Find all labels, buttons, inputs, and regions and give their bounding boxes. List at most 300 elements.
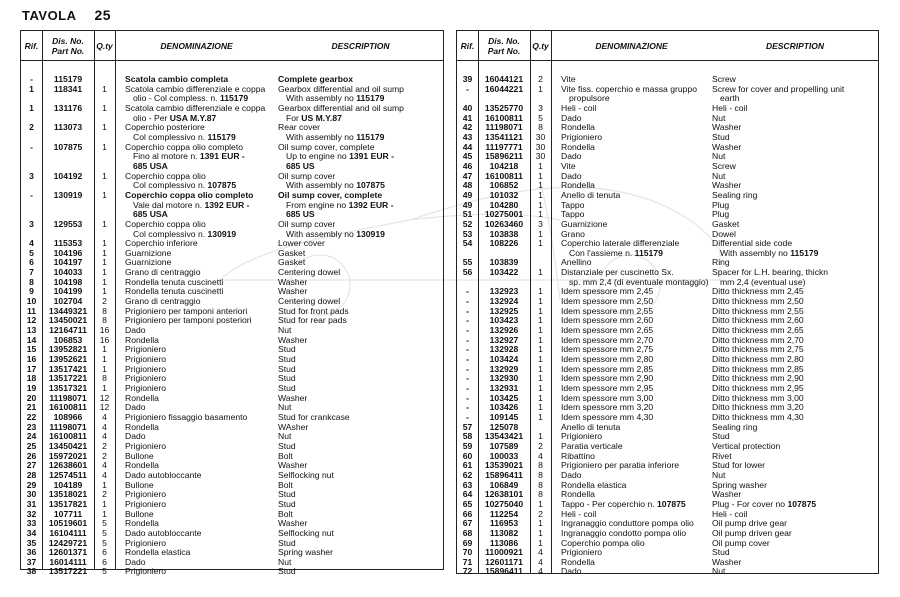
description-text <box>278 500 443 510</box>
text-line: Bolt <box>278 508 293 519</box>
quantity: 5 <box>102 527 107 538</box>
ref-number: 5 <box>29 247 34 258</box>
ref-number: 32 <box>26 508 37 519</box>
denominazione-text <box>115 220 278 239</box>
text-line: Stud <box>278 363 296 374</box>
description-text <box>278 172 443 191</box>
quantity: 6 <box>102 556 107 567</box>
denominazione-text <box>115 123 278 142</box>
text-line: Anello di tenuta <box>561 421 621 432</box>
description-text <box>278 442 443 452</box>
table-row <box>457 432 878 442</box>
text-line: Heli - coil <box>712 102 748 113</box>
ref-number: 65 <box>462 498 473 509</box>
part-number: 13952821 <box>48 344 88 355</box>
text-line: Rondella <box>125 421 159 432</box>
text-line: Ditto thickness mm 2,85 <box>712 363 804 374</box>
text-line: Vale dal motore n. 1392 EUR - <box>133 199 250 210</box>
denominazione-text <box>551 567 712 577</box>
text-line: Ingranaggio condotto pompa olio <box>561 527 687 538</box>
ref-number: - <box>466 373 469 384</box>
ref-number: 72 <box>462 566 473 577</box>
text-line: Idem spessore mm 2,95 <box>561 383 654 393</box>
ref-number: 34 <box>26 527 37 538</box>
ref-number: 68 <box>462 527 473 538</box>
part-number: 116953 <box>489 518 519 529</box>
text-line: Dado <box>125 556 146 567</box>
header-denominazione: DENOMINAZIONE <box>595 40 668 51</box>
quantity: 1 <box>538 411 543 422</box>
ref-number: 3 <box>29 218 34 229</box>
text-line: Ribattino <box>561 450 595 461</box>
table-row <box>21 104 443 123</box>
text-line: Heli - coil <box>561 508 597 519</box>
header-qty: Q.ty <box>96 40 113 51</box>
part-number: 106853 <box>53 334 83 345</box>
quantity: 4 <box>538 547 543 558</box>
text-line: Grano <box>561 228 585 239</box>
text-line: Bullone <box>125 479 154 490</box>
text-line: Idem spessore mm 3,20 <box>561 402 654 413</box>
text-line: Plug <box>712 199 730 210</box>
ref-number: - <box>30 189 33 200</box>
text-line: Prigioniero <box>125 440 167 451</box>
text-line: Rear cover <box>278 122 321 133</box>
text-line: Screw <box>712 74 736 84</box>
part-number: 13450021 <box>48 315 88 326</box>
quantity: 2 <box>102 450 107 461</box>
header-denominazione: DENOMINAZIONE <box>160 40 233 51</box>
ref-number: 43 <box>462 131 473 142</box>
ref-number: 66 <box>462 508 473 519</box>
text-line: sp. mm 2,4 (di eventuale montaggio) <box>569 276 709 287</box>
quantity: 8 <box>102 373 107 384</box>
description-text <box>278 143 443 172</box>
ref-number: 3 <box>29 170 34 181</box>
quantity: 1 <box>538 392 543 403</box>
description-text <box>278 220 443 239</box>
quantity: 1 <box>538 344 543 355</box>
text-line: Heli - coil <box>712 508 748 519</box>
quantity: 1 <box>538 363 543 374</box>
quantity: 1 <box>538 238 543 249</box>
table-row <box>457 239 878 258</box>
quantity: 4 <box>102 411 107 422</box>
part-number: 107589 <box>489 440 519 451</box>
part-number: 132926 <box>489 325 519 336</box>
text-line: Anellino <box>561 257 592 268</box>
part-number: 11197771 <box>485 141 523 152</box>
text-line: Coperchio coppa olio completo <box>125 141 243 152</box>
text-line: Rondella <box>125 392 159 403</box>
denominazione-text <box>551 268 712 287</box>
quantity: 1 <box>538 334 543 345</box>
text-line: Rivet <box>712 450 732 461</box>
title-label: TAVOLA <box>22 8 77 23</box>
quantity: 1 <box>102 276 107 287</box>
ref-number: 14 <box>26 334 37 345</box>
quantity: 1 <box>538 199 543 210</box>
ref-number: - <box>466 296 469 307</box>
text-line: With assembly no 115179 <box>720 247 819 258</box>
header-rif: Rif. <box>460 40 475 51</box>
description-text <box>712 123 878 133</box>
text-line: Sealing ring <box>712 189 758 200</box>
quantity: 1 <box>538 527 543 538</box>
text-line: Stud <box>278 489 296 500</box>
text-line: Spacer for L.H. bearing, thickn <box>712 267 829 278</box>
text-line: Coperchio inferiore <box>125 238 198 249</box>
text-line: Dado <box>561 170 582 181</box>
description-text <box>712 104 878 114</box>
text-line: Ditto thickness mm 2,65 <box>712 325 804 336</box>
text-line: Gasket <box>712 218 740 229</box>
quantity: 1 <box>538 160 543 171</box>
text-line: Stud <box>278 383 296 393</box>
text-line: Rondella tenuta cuscinetti <box>125 276 224 287</box>
ref-number: 52 <box>462 218 473 229</box>
header-description: DESCRIPTION <box>331 40 390 51</box>
text-line: Nut <box>712 566 726 577</box>
ref-number: 45 <box>462 151 473 162</box>
quantity: 2 <box>538 440 543 451</box>
quantity: 2 <box>102 296 107 307</box>
ref-number: 21 <box>26 402 37 413</box>
quantity: 1 <box>538 170 543 181</box>
text-line: Vertical protection <box>712 440 781 451</box>
part-number: 103424 <box>489 354 519 365</box>
ref-number: 10 <box>26 296 37 307</box>
header-part-no-label: Part No. <box>487 45 521 56</box>
description-text <box>278 365 443 375</box>
text-line: Prigioniero <box>125 344 167 355</box>
part-number: 104033 <box>53 267 83 278</box>
table-row <box>21 239 443 249</box>
text-line: Idem spessore mm 2,60 <box>561 315 654 326</box>
part-number: 102704 <box>53 296 83 307</box>
text-line: Prigioniero <box>125 498 167 509</box>
ref-number: 67 <box>462 518 473 529</box>
ref-number: 37 <box>26 556 37 567</box>
part-number: 16100811 <box>49 431 87 442</box>
text-line: Rondella <box>125 518 159 529</box>
text-line: Dado <box>125 431 146 442</box>
part-number: 118341 <box>53 83 83 94</box>
part-number: 108966 <box>53 411 83 422</box>
ref-number: - <box>466 411 469 422</box>
text-line: Ditto thickness mm 3,20 <box>712 402 804 413</box>
ref-number: 40 <box>462 102 473 113</box>
text-line: With assembly no 107875 <box>286 180 385 191</box>
part-number: 130919 <box>53 189 83 200</box>
part-number: 11198071 <box>485 122 523 133</box>
ref-number: 6 <box>29 257 34 268</box>
ref-number: - <box>466 354 469 365</box>
quantity: 1 <box>102 122 107 133</box>
part-number: 104198 <box>53 276 83 287</box>
description-text <box>712 143 878 153</box>
table-row <box>457 471 878 481</box>
text-line: Col complessivo n. 115179 <box>133 131 236 142</box>
ref-number: 13 <box>26 325 37 336</box>
ref-number: 25 <box>26 440 37 451</box>
table-row <box>457 191 878 201</box>
text-line: Lower cover <box>278 238 325 249</box>
ref-number: - <box>466 315 469 326</box>
text-line: Dado <box>561 469 582 480</box>
ref-number: - <box>466 344 469 355</box>
table-row <box>21 567 443 577</box>
quantity: 1 <box>102 498 107 509</box>
part-number: 132923 <box>489 286 519 297</box>
table-row <box>21 143 443 172</box>
part-number: 12601371 <box>48 547 88 558</box>
quantity: 1 <box>538 383 543 393</box>
part-number: 132927 <box>489 334 519 345</box>
part-number: 132931 <box>489 383 519 393</box>
quantity: 4 <box>102 421 107 432</box>
text-line: Ditto thickness mm 2,55 <box>712 305 804 316</box>
ref-number: - <box>466 286 469 297</box>
part-number: 107711 <box>53 508 83 519</box>
quantity: 8 <box>538 489 543 500</box>
quantity: 1 <box>538 518 543 529</box>
part-number: 13952621 <box>48 354 88 365</box>
part-number: 132928 <box>489 344 519 355</box>
ref-number: 20 <box>26 392 37 403</box>
text-line: Tappo <box>561 199 585 210</box>
table-row <box>457 403 878 413</box>
quantity: 8 <box>102 305 107 316</box>
header-dis-no: Dis. No. <box>52 35 84 46</box>
text-line: Rondella elastica <box>561 479 627 490</box>
quantity: 1 <box>102 363 107 374</box>
text-line: Washer <box>278 518 308 529</box>
text-line: Tappo - Per coperchio n. 107875 <box>561 498 686 509</box>
header-part-no <box>478 31 530 60</box>
text-line: Screw <box>712 160 736 171</box>
ref-number: 18 <box>26 373 37 384</box>
text-line: Dado <box>561 112 582 123</box>
quantity: 1 <box>102 286 107 297</box>
text-line: Stud <box>712 547 730 558</box>
text-line: Coperchio laterale differenziale <box>561 238 680 249</box>
denominazione-text <box>115 85 278 104</box>
text-line: Prigioniero <box>125 363 167 374</box>
part-number: 12429721 <box>48 537 88 548</box>
ref-number: 61 <box>462 460 473 471</box>
quantity: 12 <box>99 392 110 403</box>
text-line: Prigioniero <box>125 566 167 577</box>
text-line: Washer <box>278 276 308 287</box>
quantity: 2 <box>538 74 543 84</box>
description-text <box>712 239 878 258</box>
part-number: 16100811 <box>485 170 523 181</box>
quantity: 6 <box>102 547 107 558</box>
ref-number: - <box>30 141 33 152</box>
denominazione-text <box>115 191 278 220</box>
part-number: 132924 <box>489 296 519 307</box>
description-text <box>712 191 878 201</box>
quantity: 1 <box>538 267 543 278</box>
text-line: Stud <box>278 440 296 451</box>
text-line: Washer <box>712 489 742 500</box>
text-line: With assembly no 115179 <box>286 93 385 104</box>
header-dis-no: Dis. No. <box>488 35 520 46</box>
ref-number: - <box>30 74 33 84</box>
part-number: 113073 <box>53 122 83 133</box>
text-line: Tappo <box>561 209 585 220</box>
text-line: Vite <box>561 74 576 84</box>
quantity: 8 <box>538 122 543 133</box>
ref-number: 38 <box>26 566 37 577</box>
quantity: 1 <box>538 373 543 384</box>
text-line: Prigioniero <box>125 373 167 384</box>
text-line: Washer <box>712 180 742 191</box>
text-line: Guarnizione <box>125 247 172 258</box>
ref-number: 48 <box>462 180 473 191</box>
text-line: Selflocking nut <box>278 469 334 480</box>
ref-number: 53 <box>462 228 473 239</box>
table-row <box>21 326 443 336</box>
text-line: Stud <box>278 566 296 577</box>
table-row <box>457 326 878 336</box>
text-line: Coperchio posteriore <box>125 122 205 133</box>
text-line: Col complessivo n. 107875 <box>133 180 237 191</box>
text-line: Dado <box>125 325 146 336</box>
table-row <box>457 297 878 307</box>
quantity: 1 <box>102 267 107 278</box>
text-line: Coperchio coppa olio <box>125 218 206 229</box>
table-row <box>21 249 443 259</box>
table-row <box>21 85 443 104</box>
text-line: Ditto thickness mm 2,75 <box>712 344 804 355</box>
quantity: 1 <box>102 189 107 200</box>
quantity: 2 <box>102 489 107 500</box>
part-number: 11000921 <box>485 547 523 558</box>
quantity: 1 <box>102 238 107 249</box>
quantity: 1 <box>102 218 107 229</box>
table-row <box>21 123 443 142</box>
part-number: 115353 <box>53 238 83 249</box>
description-text <box>278 345 443 355</box>
part-number: 112254 <box>489 508 519 519</box>
part-number: 13517221 <box>48 566 88 577</box>
quantity: 4 <box>102 431 107 442</box>
description-text <box>712 152 878 162</box>
part-number: 103425 <box>489 392 519 403</box>
ref-number: 63 <box>462 479 473 490</box>
text-line: Heli - coil <box>561 102 597 113</box>
part-number: 131176 <box>53 102 83 113</box>
ref-number: 1 <box>29 83 34 94</box>
part-number: 16100811 <box>49 402 87 413</box>
description-text <box>278 85 443 104</box>
quantity: 1 <box>538 325 543 336</box>
text-line: Gearbox differential and oil sump <box>278 83 404 94</box>
part-number: 10275040 <box>484 498 524 509</box>
quantity: 5 <box>102 518 107 529</box>
table-row <box>457 85 878 104</box>
table-row <box>457 442 878 452</box>
ref-number: 8 <box>29 276 34 287</box>
text-line: Prigioniero <box>125 383 167 393</box>
text-line: Coperchio coppa olio <box>125 170 206 181</box>
text-line: Rondella <box>561 122 595 133</box>
part-number: 13543421 <box>484 431 524 442</box>
denominazione-text <box>115 567 278 577</box>
part-number: 101032 <box>489 189 519 200</box>
ref-number: 16 <box>26 354 37 365</box>
text-line: From engine no 1392 EUR - <box>286 199 394 210</box>
quantity: 16 <box>99 334 110 345</box>
description-text <box>278 374 443 384</box>
table-row <box>21 500 443 510</box>
description-text <box>278 471 443 481</box>
text-line: Rondella tenuta cuscinetti <box>125 286 224 297</box>
text-line: With assembly no 130919 <box>286 228 385 239</box>
text-line: Washer <box>278 286 308 297</box>
text-line: Coperchio pompa olio <box>561 537 645 548</box>
quantity: 1 <box>538 402 543 413</box>
quantity: 1 <box>102 508 107 519</box>
ref-number: 55 <box>462 257 473 268</box>
ref-number: 23 <box>26 421 37 432</box>
part-number: 13517421 <box>48 363 88 374</box>
text-line: Dowel <box>712 228 736 239</box>
ref-number: 57 <box>462 421 473 432</box>
text-line: Ring <box>712 257 730 268</box>
table-row <box>457 287 878 297</box>
text-line: 685 USA <box>133 160 168 171</box>
table-row <box>457 529 878 539</box>
text-line: Nut <box>712 112 726 123</box>
text-line: Guarnizione <box>125 257 172 268</box>
text-line: Scatola cambio differenziale e coppa <box>125 83 266 94</box>
page-title <box>22 7 111 23</box>
text-line: Prigioniero fissaggio basamento <box>125 411 248 422</box>
description-text <box>278 432 443 442</box>
text-line: Ditto thickness mm 2,80 <box>712 354 804 365</box>
part-number: 132925 <box>489 305 519 316</box>
text-line: Plug <box>712 209 730 220</box>
part-number: 13517821 <box>48 498 88 509</box>
ref-number: 36 <box>26 547 37 558</box>
part-number: 16014111 <box>49 556 87 567</box>
part-number: 16100811 <box>485 112 523 123</box>
quantity: 1 <box>102 141 107 152</box>
text-line: Fino al motore n. 1391 EUR - <box>133 151 245 162</box>
part-number: 103839 <box>489 257 519 268</box>
table-row <box>21 258 443 268</box>
text-line: Idem spessore mm 2,45 <box>561 286 654 297</box>
quantity: 1 <box>538 296 543 307</box>
quantity: 8 <box>538 460 543 471</box>
quantity: 8 <box>538 469 543 480</box>
quantity: 1 <box>102 383 107 393</box>
ref-number: 4 <box>29 238 34 249</box>
ref-number: - <box>466 402 469 413</box>
text-line: Scatola cambio completa <box>125 74 229 84</box>
quantity: 8 <box>102 315 107 326</box>
text-line: Idem spessore mm 2,80 <box>561 354 654 365</box>
text-line: mm 2,4 (eventual use) <box>720 276 806 287</box>
table-body-right <box>457 75 878 577</box>
text-line: Paratia verticale <box>561 440 623 451</box>
description-text <box>278 316 443 326</box>
quantity: 30 <box>535 141 546 152</box>
part-number: 10275001 <box>484 209 524 220</box>
